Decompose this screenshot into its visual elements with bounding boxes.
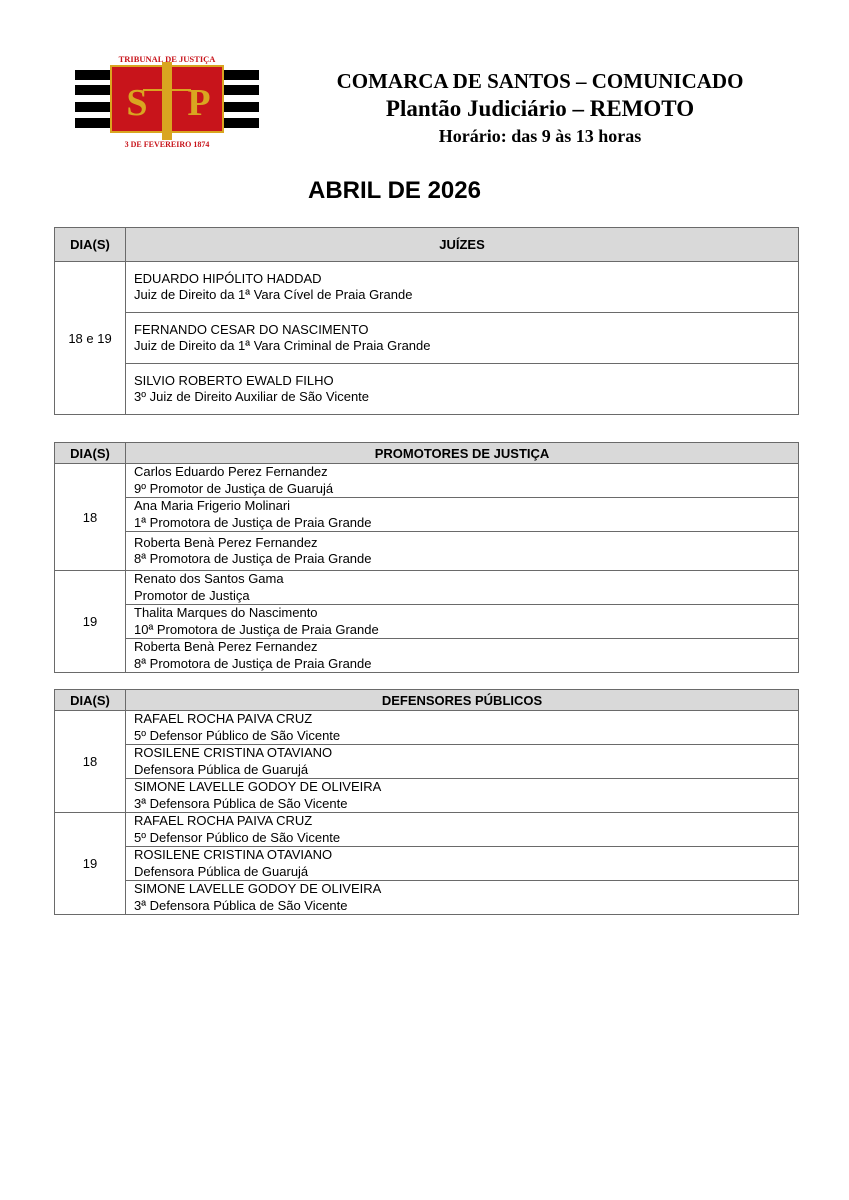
person-cell: [126, 313, 799, 364]
person-cell: [126, 711, 799, 745]
col-title-header: PROMOTORES DE JUSTIÇA: [126, 443, 799, 464]
person-name: ROSILENE CRISTINA OTAVIANO: [134, 745, 333, 760]
person-role: Defensora Pública de Guarujá: [134, 863, 309, 879]
person-cell: [126, 779, 799, 813]
table-row: [55, 639, 799, 673]
person-role: 3º Juiz de Direito Auxiliar de São Vicente: [134, 389, 370, 404]
person-name: SIMONE LAVELLE GODOY DE OLIVEIRA: [134, 881, 382, 896]
person-cell: [126, 262, 799, 313]
svg-text:S: S: [126, 82, 148, 124]
tjsp-logo: [75, 52, 259, 150]
person-cell: [126, 813, 799, 847]
day-cell: 19: [55, 813, 126, 915]
person-cell: [126, 847, 799, 881]
person-role: 8ª Promotora de Justiça de Praia Grande: [134, 655, 372, 671]
person-cell: [126, 881, 799, 915]
col-title-header: JUÍZES: [126, 228, 799, 262]
person-cell: [126, 532, 799, 571]
person-role: 9º Promotor de Justiça de Guarujá: [134, 480, 334, 496]
person-name: RAFAEL ROCHA PAIVA CRUZ: [134, 813, 313, 828]
table-row: [55, 262, 799, 313]
person-name: RAFAEL ROCHA PAIVA CRUZ: [134, 711, 313, 726]
table-row: [55, 498, 799, 532]
person-cell: [126, 745, 799, 779]
col-day-header: DIA(S): [55, 690, 126, 711]
col-day-header: DIA(S): [55, 443, 126, 464]
judges-table: [54, 227, 799, 415]
table-row: [55, 745, 799, 779]
logo-top-text: TRIBUNAL DE JUSTIÇA: [118, 54, 216, 64]
person-role: 1ª Promotora de Justiça de Praia Grande: [134, 514, 372, 530]
person-name: FERNANDO CESAR DO NASCIMENTO: [134, 321, 369, 337]
day-cell: 18: [55, 711, 126, 813]
person-role: 3ª Defensora Pública de São Vicente: [134, 897, 348, 913]
header-line-1: COMARCA DE SANTOS – COMUNICADO: [336, 69, 744, 93]
person-name: Renato dos Santos Gama: [134, 571, 284, 586]
day-cell: 18: [55, 464, 126, 571]
person-role: 5º Defensor Público de São Vicente: [134, 727, 341, 743]
table-row: [55, 711, 799, 745]
person-role: Juiz de Direito da 1ª Vara Cível de Praia Grande: [134, 287, 413, 302]
col-day-header: DIA(S): [55, 228, 126, 262]
person-name: SILVIO ROBERTO EWALD FILHO: [134, 372, 334, 388]
person-cell: [126, 498, 799, 532]
person-cell: [126, 605, 799, 639]
table-row: [55, 813, 799, 847]
person-name: SIMONE LAVELLE GODOY DE OLIVEIRA: [134, 779, 382, 794]
logo-bottom-text: 3 DE FEVEREIRO 1874: [124, 140, 210, 149]
defenders-table: [54, 689, 799, 915]
person-role: 10ª Promotora de Justiça de Praia Grande: [134, 621, 379, 637]
table-row: [55, 532, 799, 571]
person-role: 8ª Promotora de Justiça de Praia Grande: [134, 551, 372, 566]
person-cell: [126, 639, 799, 673]
person-role: Promotor de Justiça: [134, 587, 250, 603]
person-name: Roberta Benà Perez Fernandez: [134, 639, 318, 654]
header-line-2: Plantão Judiciário – REMOTO: [385, 96, 695, 121]
col-title-header: DEFENSORES PÚBLICOS: [126, 690, 799, 711]
person-name: Carlos Eduardo Perez Fernandez: [134, 464, 328, 479]
page-header: [300, 68, 780, 150]
person-role: Juiz de Direito da 1ª Vara Criminal de Praia Grande: [134, 338, 431, 353]
person-name: Roberta Benà Perez Fernandez: [134, 534, 318, 550]
svg-text:P: P: [187, 82, 211, 124]
table-row: [55, 364, 799, 415]
person-cell: [126, 464, 799, 498]
table-row: [55, 847, 799, 881]
table-row: [55, 571, 799, 605]
person-role: 5º Defensor Público de São Vicente: [134, 829, 341, 845]
person-name: EDUARDO HIPÓLITO HADDAD: [134, 270, 322, 286]
day-cell: 18 e 19: [55, 262, 126, 415]
table-row: [55, 605, 799, 639]
person-role: Defensora Pública de Guarujá: [134, 761, 309, 777]
table-row: [55, 313, 799, 364]
person-name: Ana Maria Frigerio Molinari: [134, 498, 291, 513]
table-row: [55, 881, 799, 915]
promoters-table: [54, 442, 799, 673]
day-cell: 19: [55, 571, 126, 673]
table-row: [55, 464, 799, 498]
person-role: 3ª Defensora Pública de São Vicente: [134, 795, 348, 811]
person-cell: [126, 364, 799, 415]
header-line-3: Horário: das 9 às 13 horas: [438, 126, 642, 146]
person-name: ROSILENE CRISTINA OTAVIANO: [134, 847, 333, 862]
page-title: ABRIL DE 2026: [308, 177, 481, 204]
table-row: [55, 779, 799, 813]
person-cell: [126, 571, 799, 605]
person-name: Thalita Marques do Nascimento: [134, 605, 318, 620]
